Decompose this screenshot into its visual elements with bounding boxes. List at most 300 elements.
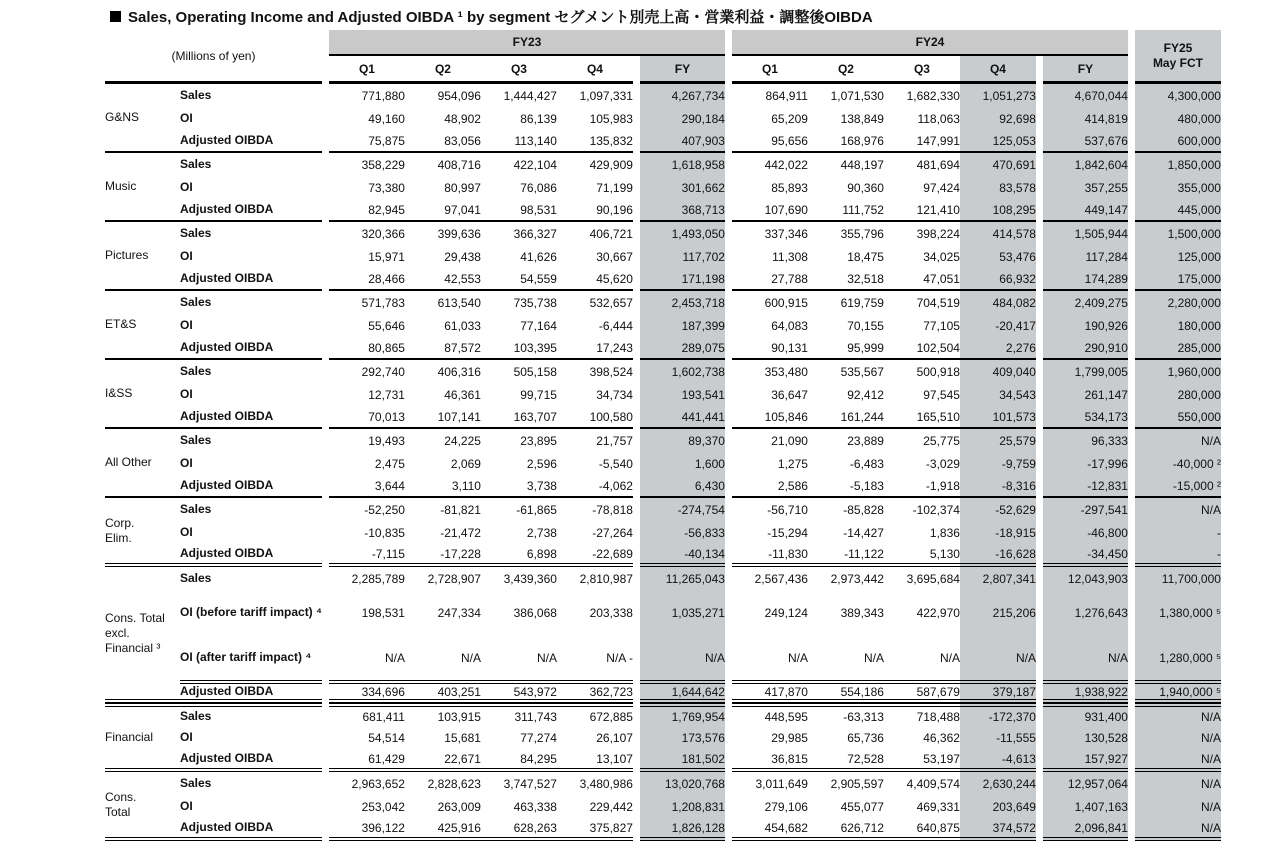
fy23-quarter-value: 406,721 <box>589 226 633 241</box>
column-gutter <box>633 245 640 268</box>
fy24-quarter-value: 65,209 <box>771 111 808 126</box>
row-label: OI (after tariff impact) ⁴ <box>180 650 312 664</box>
column-gutter <box>725 199 732 222</box>
fy24-fy-value: 1,276,643 <box>1043 590 1128 635</box>
fy23-quarter-value: -27,264 <box>592 525 633 540</box>
fy24-quarter-value: 11,308 <box>772 249 808 264</box>
fy23-quarter-value: 34,734 <box>596 387 633 402</box>
column-gutter <box>322 521 329 544</box>
fy24-fy-value: 414,819 <box>1043 107 1128 130</box>
fy24-quarter-value: 5,130 <box>884 544 960 567</box>
fy23-quarter-value: 2,596 <box>526 456 557 471</box>
fy24-quarter-value: 600,915 <box>764 295 808 310</box>
table-row <box>105 130 1221 153</box>
fy23-fy-value: 13,020,768 <box>640 772 725 795</box>
fy23-quarter-value: 771,880 <box>361 88 405 103</box>
column-gutter <box>322 30 329 84</box>
fy23-fy-value: 193,541 <box>640 383 725 406</box>
fy24-q4-value: N/A <box>960 635 1036 680</box>
fy25-forecast-value: N/A <box>1135 772 1221 795</box>
fy23-quarter-value: 87,572 <box>405 337 481 360</box>
row-label: Sales <box>180 571 212 585</box>
fy23-quarter-value: 45,620 <box>557 268 633 291</box>
fy23-quarter-value: 406,316 <box>437 364 481 379</box>
column-gutter <box>1128 475 1135 498</box>
fy24-quarter-value: 355,796 <box>840 226 884 241</box>
fy25-label-line2: May FCT <box>1152 55 1203 70</box>
fy23-quarter-value: 2,738 <box>526 525 557 540</box>
fy24-quarter-value: N/A <box>939 650 960 665</box>
column-gutter <box>322 452 329 475</box>
fy25-forecast-value: 175,000 <box>1135 268 1221 291</box>
column-gutter <box>1036 268 1043 291</box>
fy24-quarter-value: 442,022 <box>764 157 808 172</box>
row-label: OI <box>180 318 193 332</box>
fy23-fy-value: 301,662 <box>640 176 725 199</box>
fy23-quarter-value: N/A - <box>606 650 633 665</box>
table-row <box>105 337 1221 360</box>
fy23-quarter-value: 13,107 <box>557 749 633 772</box>
fy24-q4-value: -11,555 <box>960 726 1036 749</box>
fy24-quarter-value: -15,294 <box>767 525 808 540</box>
column-gutter <box>633 749 640 772</box>
row-label: OI <box>180 525 193 539</box>
fy23-quarter-value: 86,139 <box>520 111 557 126</box>
fy24-quarter-value: 481,694 <box>916 157 960 172</box>
fy23-quarter-value: 735,738 <box>513 295 557 310</box>
row-label: Sales <box>180 157 212 171</box>
fy23-fy-value: 407,903 <box>640 130 725 153</box>
column-gutter <box>1128 153 1135 176</box>
fy24-quarter-value: 619,759 <box>840 295 884 310</box>
fy23-quarter-value: 98,531 <box>481 199 557 222</box>
row-label: Adjusted OIBDA <box>180 268 322 291</box>
fy24-q4-value: 101,573 <box>960 406 1036 429</box>
fy24-fy-header: FY <box>1043 56 1128 84</box>
table-row <box>105 291 1221 314</box>
fy25-forecast-value: 1,380,000 ⁵ <box>1135 590 1221 635</box>
column-gutter <box>1036 772 1043 795</box>
column-gutter <box>633 772 640 795</box>
fy24-quarter-value: 147,991 <box>884 130 960 153</box>
table-row <box>105 703 1221 726</box>
fy23-fy-value: -40,134 <box>640 544 725 567</box>
column-gutter <box>1036 199 1043 222</box>
fy24-quarter-value: N/A <box>787 650 808 665</box>
column-gutter <box>633 383 640 406</box>
fy24-fy-value: 117,284 <box>1043 245 1128 268</box>
fy23-quarter-value: 366,327 <box>513 226 557 241</box>
column-gutter <box>725 544 732 567</box>
row-label: Sales <box>180 295 212 309</box>
column-gutter <box>1036 498 1043 521</box>
fy23-q4-header: Q4 <box>557 56 633 84</box>
fy23-quarter-value: 17,243 <box>557 337 633 360</box>
fy23-q3-header: Q3 <box>481 56 557 84</box>
segment-label: Financial <box>105 703 180 772</box>
fy24-q4-value: 2,807,341 <box>960 567 1036 590</box>
fy23-quarter-value: 320,366 <box>361 226 405 241</box>
fy23-quarter-value: 77,164 <box>520 318 557 333</box>
fy24-fy-value: 1,842,604 <box>1043 153 1128 176</box>
fy23-quarter-value: 21,757 <box>596 433 633 448</box>
row-label: Sales <box>180 88 212 102</box>
fy24-fy-value: 12,043,903 <box>1043 567 1128 590</box>
fy23-quarter-value: 26,107 <box>596 730 633 745</box>
column-gutter <box>633 56 640 84</box>
column-gutter <box>1128 521 1135 544</box>
fy23-fy-value: 290,184 <box>640 107 725 130</box>
fy24-quarter-value: 105,846 <box>732 406 808 429</box>
fy23-fy-value: 441,441 <box>640 406 725 429</box>
column-gutter <box>322 680 329 703</box>
column-gutter <box>633 360 640 383</box>
fy24-q4-value: 83,578 <box>960 176 1036 199</box>
column-gutter <box>633 222 640 245</box>
column-gutter <box>633 291 640 314</box>
column-gutter <box>725 726 732 749</box>
column-gutter <box>725 590 732 635</box>
fy23-quarter-value: 532,657 <box>589 295 633 310</box>
column-gutter <box>725 84 732 107</box>
fy23-fy-value: 1,769,954 <box>640 703 725 726</box>
table-row <box>105 176 1221 199</box>
column-gutter <box>1036 544 1043 567</box>
fy23-quarter-value: N/A <box>536 650 557 665</box>
column-gutter <box>322 818 329 841</box>
fy23-quarter-value: -17,228 <box>405 544 481 567</box>
fy23-quarter-value: 84,295 <box>481 749 557 772</box>
fy23-quarter-value: -22,689 <box>557 544 633 567</box>
fy24-quarter-value: 279,106 <box>764 799 808 814</box>
table-row <box>105 475 1221 498</box>
fy24-quarter-value: 121,410 <box>884 199 960 222</box>
column-gutter <box>1036 635 1043 680</box>
fy23-quarter-value: 334,696 <box>329 680 405 703</box>
fy25-forecast-value: 11,700,000 <box>1135 567 1221 590</box>
fy24-quarter-value: 1,682,330 <box>906 88 960 103</box>
fy23-quarter-value: 398,524 <box>589 364 633 379</box>
row-label: Sales <box>180 433 212 447</box>
fy24-quarter-value: 554,186 <box>808 680 884 703</box>
fy24-quarter-value: 85,893 <box>771 180 808 195</box>
column-gutter <box>1128 30 1135 84</box>
fy24-fy-value: -46,800 <box>1043 521 1128 544</box>
column-gutter <box>322 703 329 726</box>
fy24-quarter-value: 3,011,649 <box>755 776 808 791</box>
fy23-quarter-value: 628,263 <box>481 818 557 841</box>
fy24-quarter-value: 448,595 <box>732 703 808 726</box>
fy24-quarter-value: 398,224 <box>916 226 960 241</box>
fy23-quarter-value: 505,158 <box>513 364 557 379</box>
column-gutter <box>1128 107 1135 130</box>
fy23-quarter-value: 46,361 <box>444 387 481 402</box>
fy23-fy-value: 1,493,050 <box>640 222 725 245</box>
fy24-quarter-value: 587,679 <box>884 680 960 703</box>
fy24-q4-value: 215,206 <box>960 590 1036 635</box>
column-gutter <box>1128 726 1135 749</box>
column-gutter <box>725 498 732 521</box>
column-gutter <box>633 475 640 498</box>
column-gutter <box>725 337 732 360</box>
column-gutter <box>1128 360 1135 383</box>
fy24-quarter-value: 640,875 <box>884 818 960 841</box>
fy24-q4-value: 108,295 <box>960 199 1036 222</box>
table-row <box>105 222 1221 245</box>
fy23-quarter-value: 113,140 <box>481 130 557 153</box>
fy24-quarter-value: 111,752 <box>808 199 884 222</box>
fy23-fy-value: 181,502 <box>640 749 725 772</box>
column-gutter <box>1036 749 1043 772</box>
column-gutter <box>1036 176 1043 199</box>
table-row <box>105 567 1221 590</box>
fy23-fy-value: 1,208,831 <box>640 795 725 818</box>
fy24-q4-value: 2,630,244 <box>960 772 1036 795</box>
column-gutter <box>322 153 329 176</box>
fy25-forecast-value: N/A <box>1135 498 1221 521</box>
column-gutter <box>633 703 640 726</box>
column-gutter <box>1128 314 1135 337</box>
column-gutter <box>322 84 329 107</box>
column-gutter <box>1128 130 1135 153</box>
fy23-quarter-value: 42,553 <box>405 268 481 291</box>
column-gutter <box>1036 291 1043 314</box>
square-bullet-icon <box>110 11 121 22</box>
fy24-fy-value: -34,450 <box>1043 544 1128 567</box>
column-gutter <box>633 429 640 452</box>
column-gutter <box>633 130 640 153</box>
fy24-q3-header: Q3 <box>884 56 960 84</box>
fy24-fy-value: 261,147 <box>1043 383 1128 406</box>
fy24-q4-value: -18,915 <box>960 521 1036 544</box>
column-gutter <box>725 107 732 130</box>
fy23-quarter-value: 135,832 <box>557 130 633 153</box>
column-gutter <box>633 176 640 199</box>
fy25-forecast-value: N/A <box>1135 818 1221 841</box>
column-gutter <box>322 245 329 268</box>
fy24-quarter-value: 18,475 <box>847 249 884 264</box>
fy24-quarter-value: 72,528 <box>808 749 884 772</box>
fy24-quarter-value: 25,775 <box>923 433 960 448</box>
fy23-quarter-value: 1,097,331 <box>579 88 633 103</box>
fy24-quarter-value: -3,029 <box>925 456 960 471</box>
column-gutter <box>633 268 640 291</box>
fy24-quarter-value: 27,788 <box>732 268 808 291</box>
fy25-forecast-value: 125,000 <box>1135 245 1221 268</box>
column-gutter <box>1036 245 1043 268</box>
column-gutter <box>725 153 732 176</box>
fy23-quarter-value: 3,110 <box>405 475 481 498</box>
fy23-quarter-value: 681,411 <box>329 703 405 726</box>
fy24-quarter-value: 2,905,597 <box>830 776 884 791</box>
fy24-fy-value: 1,938,922 <box>1043 680 1128 703</box>
fy23-quarter-value: 82,945 <box>329 199 405 222</box>
fy23-quarter-value: 80,865 <box>329 337 405 360</box>
fy24-quarter-value: 337,346 <box>764 226 808 241</box>
fy23-quarter-value: -6,444 <box>598 318 633 333</box>
fy23-quarter-value: 396,122 <box>329 818 405 841</box>
fy24-group-header: FY24 <box>732 30 1128 56</box>
column-gutter <box>1128 680 1135 703</box>
column-gutter <box>322 772 329 795</box>
segment-label: ET&S <box>105 291 180 360</box>
row-label: Adjusted OIBDA <box>180 337 322 360</box>
row-label: OI <box>180 180 193 194</box>
table-row <box>105 452 1221 475</box>
fy23-quarter-value: 83,056 <box>405 130 481 153</box>
fy23-quarter-value: 99,715 <box>520 387 557 402</box>
fy23-quarter-value: 2,810,987 <box>579 571 633 586</box>
fy23-quarter-value: 55,646 <box>368 318 405 333</box>
fy23-fy-value: 368,713 <box>640 199 725 222</box>
row-label: Adjusted OIBDA <box>180 199 322 222</box>
fy24-q4-value: 53,476 <box>960 245 1036 268</box>
row-label: OI <box>180 799 193 813</box>
segment-label: All Other <box>105 429 180 498</box>
row-label: Adjusted OIBDA <box>180 680 322 703</box>
row-label: Sales <box>180 703 322 726</box>
fy23-fy-value: 4,267,734 <box>640 84 725 107</box>
segment-label: Music <box>105 153 180 222</box>
fy23-quarter-value: -21,472 <box>440 525 481 540</box>
column-gutter <box>1128 498 1135 521</box>
fy24-quarter-value: 21,090 <box>771 433 808 448</box>
fy24-quarter-value: 448,197 <box>840 157 884 172</box>
fy24-quarter-value: 2,586 <box>732 475 808 498</box>
segment-label: Cons. Total excl. Financial ³ <box>105 567 180 703</box>
column-gutter <box>322 360 329 383</box>
row-label: Adjusted OIBDA <box>180 475 322 498</box>
row-label: Adjusted OIBDA <box>180 818 322 841</box>
fy23-quarter-value: 253,042 <box>361 799 405 814</box>
fy25-forecast-value: 285,000 <box>1135 337 1221 360</box>
column-gutter <box>1036 452 1043 475</box>
fy23-quarter-value: 90,196 <box>557 199 633 222</box>
column-gutter <box>322 726 329 749</box>
fy24-q4-value: 125,053 <box>960 130 1036 153</box>
fy25-forecast-value: 1,960,000 <box>1135 360 1221 383</box>
fy23-quarter-value: -61,865 <box>516 502 557 517</box>
fy24-quarter-value: -1,918 <box>884 475 960 498</box>
row-label: OI <box>180 456 193 470</box>
fy24-quarter-value: 97,545 <box>923 387 960 402</box>
column-gutter <box>322 590 329 635</box>
fy24-fy-value: N/A <box>1043 635 1128 680</box>
column-gutter <box>725 314 732 337</box>
column-gutter <box>322 176 329 199</box>
column-gutter <box>1036 567 1043 590</box>
fy25-forecast-value: 1,500,000 <box>1135 222 1221 245</box>
row-label: Sales <box>180 502 212 516</box>
fy23-quarter-value: 571,783 <box>361 295 405 310</box>
fy23-quarter-value: 1,444,427 <box>503 88 557 103</box>
fy24-quarter-value: 46,362 <box>923 730 960 745</box>
segment-label: Cons. Total <box>105 772 180 841</box>
fy24-quarter-value: 168,976 <box>808 130 884 153</box>
fy24-quarter-value: -11,122 <box>808 544 884 567</box>
fy24-fy-value: 1,505,944 <box>1043 222 1128 245</box>
fy25-forecast-value: 280,000 <box>1135 383 1221 406</box>
column-gutter <box>725 406 732 429</box>
column-gutter <box>322 567 329 590</box>
fy24-quarter-value: 353,480 <box>764 364 808 379</box>
fy24-fy-value: 449,147 <box>1043 199 1128 222</box>
fy24-fy-value: 4,670,044 <box>1043 84 1128 107</box>
fy24-q4-value: 92,698 <box>960 107 1036 130</box>
fy23-fy-value: 187,399 <box>640 314 725 337</box>
column-gutter <box>725 521 732 544</box>
column-gutter <box>633 498 640 521</box>
table-row <box>105 521 1221 544</box>
row-label: OI <box>180 111 193 125</box>
fy24-fy-value: 1,407,163 <box>1043 795 1128 818</box>
fy23-quarter-value: 386,068 <box>513 605 557 620</box>
fy23-quarter-value: 263,009 <box>437 799 481 814</box>
fy23-q2-header: Q2 <box>405 56 481 84</box>
segment-label: Corp. Elim. <box>105 498 180 567</box>
column-gutter <box>1036 360 1043 383</box>
fy23-quarter-value: 15,681 <box>444 730 481 745</box>
table-row <box>105 314 1221 337</box>
column-gutter <box>322 291 329 314</box>
fy23-quarter-value: 247,334 <box>437 605 481 620</box>
column-gutter <box>322 268 329 291</box>
fy24-fy-value: 357,255 <box>1043 176 1128 199</box>
column-gutter <box>1036 84 1043 107</box>
fy24-q4-value: 203,649 <box>960 795 1036 818</box>
fy24-quarter-value: 34,025 <box>923 249 960 264</box>
fy25-forecast-value: N/A <box>1135 795 1221 818</box>
column-gutter <box>322 475 329 498</box>
fy24-quarter-value: 1,275 <box>777 456 808 471</box>
table-row <box>105 383 1221 406</box>
fy23-quarter-value: 80,997 <box>444 180 481 195</box>
title-text-jp: セグメント別売上高・営業利益・調整後OIBDA <box>554 9 873 26</box>
title-text-en: Sales, Operating Income and Adjusted OIBDA ¹ by segment <box>128 9 551 26</box>
fy23-quarter-value: 403,251 <box>405 680 481 703</box>
fy23-group-header: FY23 <box>329 30 725 56</box>
column-gutter <box>1128 199 1135 222</box>
fy24-fy-value: -12,831 <box>1043 475 1128 498</box>
column-gutter <box>633 544 640 567</box>
fy23-quarter-value: 77,274 <box>520 730 557 745</box>
column-gutter <box>725 222 732 245</box>
table-row <box>105 590 1221 635</box>
fy23-quarter-value: 15,971 <box>368 249 405 264</box>
fy24-quarter-value: 2,973,442 <box>830 571 884 586</box>
table-row <box>105 153 1221 176</box>
column-gutter <box>1036 153 1043 176</box>
fy23-quarter-value: 61,033 <box>444 318 481 333</box>
page-title <box>110 6 873 27</box>
fy23-quarter-value: 28,466 <box>329 268 405 291</box>
column-gutter <box>725 245 732 268</box>
fy23-quarter-value: 463,338 <box>513 799 557 814</box>
column-gutter <box>1036 107 1043 130</box>
fy23-fy-value: 1,035,271 <box>640 590 725 635</box>
fy24-quarter-value: 95,999 <box>808 337 884 360</box>
fy24-q4-value: 34,543 <box>960 383 1036 406</box>
fy25-forecast-value: -15,000 ² <box>1135 475 1221 498</box>
fy24-quarter-value: 1,071,530 <box>830 88 884 103</box>
fy25-forecast-value: 480,000 <box>1135 107 1221 130</box>
fy24-quarter-value: 626,712 <box>808 818 884 841</box>
fy24-quarter-value: 864,911 <box>765 88 808 103</box>
segment-label: I&SS <box>105 360 180 429</box>
fy24-quarter-value: N/A <box>863 650 884 665</box>
column-gutter <box>725 268 732 291</box>
fy23-quarter-value: 2,728,907 <box>427 571 481 586</box>
